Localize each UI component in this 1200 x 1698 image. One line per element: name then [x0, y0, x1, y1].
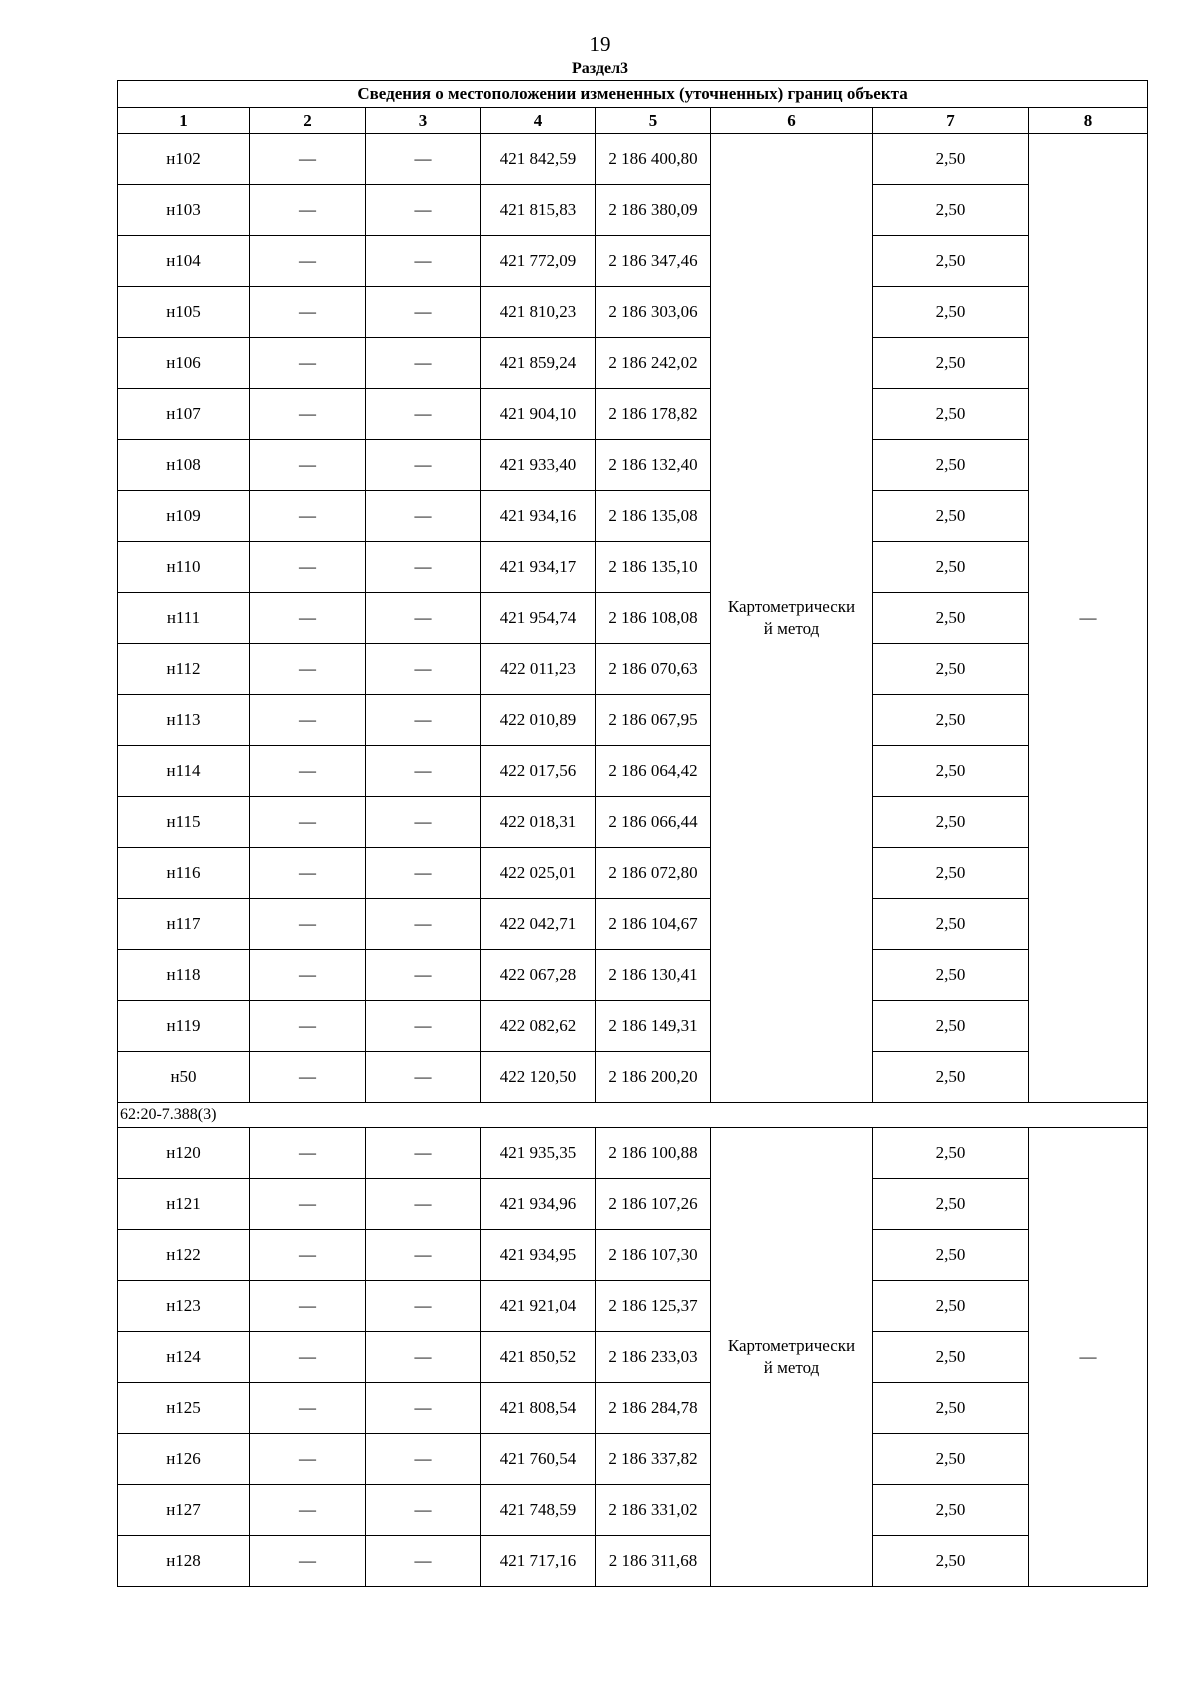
- table-row: [118, 1281, 1148, 1332]
- column-2-cell: —: [250, 1052, 366, 1103]
- point-name-cell: н109: [118, 491, 250, 542]
- accuracy-cell: 2,50: [873, 491, 1029, 542]
- column-2-cell: —: [250, 134, 366, 185]
- x-coordinate-cell: 421 934,17: [481, 542, 596, 593]
- method-text-line-2: й метод: [763, 619, 820, 638]
- y-coordinate-cell: 2 186 331,02: [596, 1485, 711, 1536]
- column-3-cell: —: [366, 440, 481, 491]
- column-2-cell: —: [250, 1230, 366, 1281]
- column-number: 2: [250, 108, 366, 134]
- accuracy-cell: 2,50: [873, 134, 1029, 185]
- column-2-cell: —: [250, 950, 366, 1001]
- page-number: 19: [589, 32, 611, 56]
- x-coordinate-cell: 422 120,50: [481, 1052, 596, 1103]
- table-row: [118, 338, 1148, 389]
- column-8-cell: —: [1029, 134, 1148, 1103]
- y-coordinate-cell: 2 186 066,44: [596, 797, 711, 848]
- x-coordinate-cell: 421 850,52: [481, 1332, 596, 1383]
- column-3-cell: —: [366, 1281, 481, 1332]
- accuracy-cell: 2,50: [873, 797, 1029, 848]
- y-coordinate-cell: 2 186 337,82: [596, 1434, 711, 1485]
- accuracy-cell: 2,50: [873, 1230, 1029, 1281]
- x-coordinate-cell: 421 934,96: [481, 1179, 596, 1230]
- column-3-cell: —: [366, 644, 481, 695]
- table-row: [118, 1485, 1148, 1536]
- table-row: [118, 542, 1148, 593]
- accuracy-cell: 2,50: [873, 695, 1029, 746]
- point-name-cell: н122: [118, 1230, 250, 1281]
- y-coordinate-cell: 2 186 064,42: [596, 746, 711, 797]
- accuracy-cell: 2,50: [873, 950, 1029, 1001]
- y-coordinate-cell: 2 186 135,08: [596, 491, 711, 542]
- point-name-cell: н114: [118, 746, 250, 797]
- group-label: 62:20-7.388(3): [118, 1103, 1148, 1128]
- accuracy-cell: 2,50: [873, 1332, 1029, 1383]
- point-name-cell: н110: [118, 542, 250, 593]
- accuracy-cell: 2,50: [873, 899, 1029, 950]
- x-coordinate-cell: 421 921,04: [481, 1281, 596, 1332]
- table-row: [118, 1536, 1148, 1587]
- column-2-cell: —: [250, 1332, 366, 1383]
- table-row: [118, 1052, 1148, 1103]
- column-2-cell: —: [250, 746, 366, 797]
- accuracy-cell: 2,50: [873, 644, 1029, 695]
- point-name-cell: н121: [118, 1179, 250, 1230]
- column-number: 7: [873, 108, 1029, 134]
- accuracy-cell: 2,50: [873, 185, 1029, 236]
- accuracy-cell: 2,50: [873, 593, 1029, 644]
- column-number: 8: [1029, 108, 1148, 134]
- y-coordinate-cell: 2 186 149,31: [596, 1001, 711, 1052]
- method-cell: [711, 1128, 873, 1587]
- table-row: [118, 134, 1148, 185]
- accuracy-cell: 2,50: [873, 1052, 1029, 1103]
- point-name-cell: н113: [118, 695, 250, 746]
- accuracy-cell: 2,50: [873, 1485, 1029, 1536]
- x-coordinate-cell: 422 017,56: [481, 746, 596, 797]
- x-coordinate-cell: 422 067,28: [481, 950, 596, 1001]
- x-coordinate-cell: 421 954,74: [481, 593, 596, 644]
- point-name-cell: н128: [118, 1536, 250, 1587]
- column-3-cell: —: [366, 1052, 481, 1103]
- x-coordinate-cell: 422 010,89: [481, 695, 596, 746]
- y-coordinate-cell: 2 186 200,20: [596, 1052, 711, 1103]
- x-coordinate-cell: 422 018,31: [481, 797, 596, 848]
- column-2-cell: —: [250, 797, 366, 848]
- point-name-cell: н117: [118, 899, 250, 950]
- column-2-cell: —: [250, 491, 366, 542]
- point-name-cell: н107: [118, 389, 250, 440]
- point-name-cell: н118: [118, 950, 250, 1001]
- table-row: [118, 1383, 1148, 1434]
- method-text-line-1: Картометрически: [727, 597, 856, 616]
- y-coordinate-cell: 2 186 284,78: [596, 1383, 711, 1434]
- point-name-cell: н103: [118, 185, 250, 236]
- table-row: [118, 389, 1148, 440]
- y-coordinate-cell: 2 186 104,67: [596, 899, 711, 950]
- column-3-cell: —: [366, 1536, 481, 1587]
- accuracy-cell: 2,50: [873, 848, 1029, 899]
- table-row: [118, 950, 1148, 1001]
- x-coordinate-cell: 421 760,54: [481, 1434, 596, 1485]
- column-3-cell: —: [366, 848, 481, 899]
- column-2-cell: —: [250, 848, 366, 899]
- column-number-row: [118, 108, 1148, 134]
- column-3-cell: —: [366, 1001, 481, 1052]
- table-row: [118, 1332, 1148, 1383]
- column-3-cell: —: [366, 1332, 481, 1383]
- column-2-cell: —: [250, 389, 366, 440]
- column-3-cell: —: [366, 134, 481, 185]
- table-row: [118, 644, 1148, 695]
- column-3-cell: —: [366, 593, 481, 644]
- accuracy-cell: 2,50: [873, 1536, 1029, 1587]
- column-3-cell: —: [366, 185, 481, 236]
- x-coordinate-cell: 421 934,16: [481, 491, 596, 542]
- column-2-cell: —: [250, 899, 366, 950]
- table-row: [118, 1179, 1148, 1230]
- point-name-cell: н126: [118, 1434, 250, 1485]
- point-name-cell: н106: [118, 338, 250, 389]
- x-coordinate-cell: 421 904,10: [481, 389, 596, 440]
- accuracy-cell: 2,50: [873, 1179, 1029, 1230]
- y-coordinate-cell: 2 186 400,80: [596, 134, 711, 185]
- table-row: [118, 593, 1148, 644]
- method-text-line-1: Картометрически: [727, 1336, 856, 1355]
- y-coordinate-cell: 2 186 100,88: [596, 1128, 711, 1179]
- point-name-cell: н125: [118, 1383, 250, 1434]
- accuracy-cell: 2,50: [873, 746, 1029, 797]
- table-row: [118, 440, 1148, 491]
- y-coordinate-cell: 2 186 107,26: [596, 1179, 711, 1230]
- accuracy-cell: 2,50: [873, 1383, 1029, 1434]
- column-2-cell: —: [250, 1281, 366, 1332]
- accuracy-cell: 2,50: [873, 338, 1029, 389]
- point-name-cell: н119: [118, 1001, 250, 1052]
- accuracy-cell: 2,50: [873, 236, 1029, 287]
- accuracy-cell: 2,50: [873, 1001, 1029, 1052]
- point-name-cell: н104: [118, 236, 250, 287]
- accuracy-cell: 2,50: [873, 440, 1029, 491]
- y-coordinate-cell: 2 186 125,37: [596, 1281, 711, 1332]
- x-coordinate-cell: 421 748,59: [481, 1485, 596, 1536]
- y-coordinate-cell: 2 186 380,09: [596, 185, 711, 236]
- column-3-cell: —: [366, 491, 481, 542]
- column-2-cell: —: [250, 1128, 366, 1179]
- x-coordinate-cell: 421 842,59: [481, 134, 596, 185]
- column-2-cell: —: [250, 185, 366, 236]
- section-title: Раздел3: [571, 60, 629, 77]
- column-2-cell: —: [250, 338, 366, 389]
- y-coordinate-cell: 2 186 178,82: [596, 389, 711, 440]
- y-coordinate-cell: 2 186 107,30: [596, 1230, 711, 1281]
- y-coordinate-cell: 2 186 067,95: [596, 695, 711, 746]
- x-coordinate-cell: 422 011,23: [481, 644, 596, 695]
- column-3-cell: —: [366, 1485, 481, 1536]
- column-3-cell: —: [366, 695, 481, 746]
- column-2-cell: —: [250, 440, 366, 491]
- table-row: [118, 848, 1148, 899]
- table-row: [118, 746, 1148, 797]
- y-coordinate-cell: 2 186 070,63: [596, 644, 711, 695]
- point-name-cell: н108: [118, 440, 250, 491]
- accuracy-cell: 2,50: [873, 389, 1029, 440]
- method-cell: [711, 134, 873, 1103]
- table-row: [118, 1128, 1148, 1179]
- column-3-cell: —: [366, 950, 481, 1001]
- y-coordinate-cell: 2 186 347,46: [596, 236, 711, 287]
- column-2-cell: —: [250, 1179, 366, 1230]
- column-3-cell: —: [366, 236, 481, 287]
- column-2-cell: —: [250, 287, 366, 338]
- x-coordinate-cell: 421 815,83: [481, 185, 596, 236]
- group-label-row: [118, 1103, 1148, 1128]
- y-coordinate-cell: 2 186 242,02: [596, 338, 711, 389]
- table-row: [118, 797, 1148, 848]
- column-3-cell: —: [366, 1434, 481, 1485]
- column-3-cell: —: [366, 1179, 481, 1230]
- table-row: [118, 1434, 1148, 1485]
- column-3-cell: —: [366, 899, 481, 950]
- table-row: [118, 236, 1148, 287]
- accuracy-cell: 2,50: [873, 1281, 1029, 1332]
- y-coordinate-cell: 2 186 072,80: [596, 848, 711, 899]
- table-row: [118, 1001, 1148, 1052]
- column-3-cell: —: [366, 338, 481, 389]
- point-name-cell: н102: [118, 134, 250, 185]
- point-name-cell: н120: [118, 1128, 250, 1179]
- table-row: [118, 899, 1148, 950]
- x-coordinate-cell: 421 810,23: [481, 287, 596, 338]
- column-3-cell: —: [366, 287, 481, 338]
- x-coordinate-cell: 421 808,54: [481, 1383, 596, 1434]
- column-2-cell: —: [250, 542, 366, 593]
- point-name-cell: н112: [118, 644, 250, 695]
- point-name-cell: н105: [118, 287, 250, 338]
- column-2-cell: —: [250, 1485, 366, 1536]
- point-name-cell: н127: [118, 1485, 250, 1536]
- table-row: [118, 695, 1148, 746]
- column-2-cell: —: [250, 593, 366, 644]
- table-row: [118, 491, 1148, 542]
- x-coordinate-cell: 422 025,01: [481, 848, 596, 899]
- y-coordinate-cell: 2 186 108,08: [596, 593, 711, 644]
- y-coordinate-cell: 2 186 135,10: [596, 542, 711, 593]
- column-2-cell: —: [250, 1001, 366, 1052]
- column-number: 4: [481, 108, 596, 134]
- column-3-cell: —: [366, 797, 481, 848]
- table-row: [118, 287, 1148, 338]
- table-caption: Сведения о местоположении измененных (уточненных) границ объекта: [118, 81, 1148, 108]
- column-8-cell: —: [1029, 1128, 1148, 1587]
- y-coordinate-cell: 2 186 130,41: [596, 950, 711, 1001]
- column-number: 6: [711, 108, 873, 134]
- column-2-cell: —: [250, 1536, 366, 1587]
- column-3-cell: —: [366, 1128, 481, 1179]
- x-coordinate-cell: 421 935,35: [481, 1128, 596, 1179]
- column-2-cell: —: [250, 1383, 366, 1434]
- accuracy-cell: 2,50: [873, 1128, 1029, 1179]
- column-3-cell: —: [366, 1230, 481, 1281]
- x-coordinate-cell: 421 934,95: [481, 1230, 596, 1281]
- x-coordinate-cell: 421 933,40: [481, 440, 596, 491]
- point-name-cell: н124: [118, 1332, 250, 1383]
- table-row: [118, 185, 1148, 236]
- column-2-cell: —: [250, 695, 366, 746]
- column-2-cell: —: [250, 236, 366, 287]
- method-text-line-2: й метод: [763, 1358, 820, 1377]
- table-row: [118, 1230, 1148, 1281]
- coordinates-table: [117, 80, 1148, 1587]
- column-3-cell: —: [366, 746, 481, 797]
- point-name-cell: н115: [118, 797, 250, 848]
- column-number: 5: [596, 108, 711, 134]
- column-2-cell: —: [250, 644, 366, 695]
- column-3-cell: —: [366, 389, 481, 440]
- accuracy-cell: 2,50: [873, 1434, 1029, 1485]
- y-coordinate-cell: 2 186 233,03: [596, 1332, 711, 1383]
- x-coordinate-cell: 422 082,62: [481, 1001, 596, 1052]
- point-name-cell: н123: [118, 1281, 250, 1332]
- y-coordinate-cell: 2 186 311,68: [596, 1536, 711, 1587]
- point-name-cell: н116: [118, 848, 250, 899]
- column-number: 3: [366, 108, 481, 134]
- accuracy-cell: 2,50: [873, 542, 1029, 593]
- y-coordinate-cell: 2 186 132,40: [596, 440, 711, 491]
- column-2-cell: —: [250, 1434, 366, 1485]
- column-3-cell: —: [366, 542, 481, 593]
- x-coordinate-cell: 421 859,24: [481, 338, 596, 389]
- x-coordinate-cell: 421 772,09: [481, 236, 596, 287]
- column-number: 1: [118, 108, 250, 134]
- point-name-cell: н111: [118, 593, 250, 644]
- y-coordinate-cell: 2 186 303,06: [596, 287, 711, 338]
- point-name-cell: н50: [118, 1052, 250, 1103]
- column-3-cell: —: [366, 1383, 481, 1434]
- table-body: [118, 134, 1148, 1587]
- accuracy-cell: 2,50: [873, 287, 1029, 338]
- x-coordinate-cell: 421 717,16: [481, 1536, 596, 1587]
- x-coordinate-cell: 422 042,71: [481, 899, 596, 950]
